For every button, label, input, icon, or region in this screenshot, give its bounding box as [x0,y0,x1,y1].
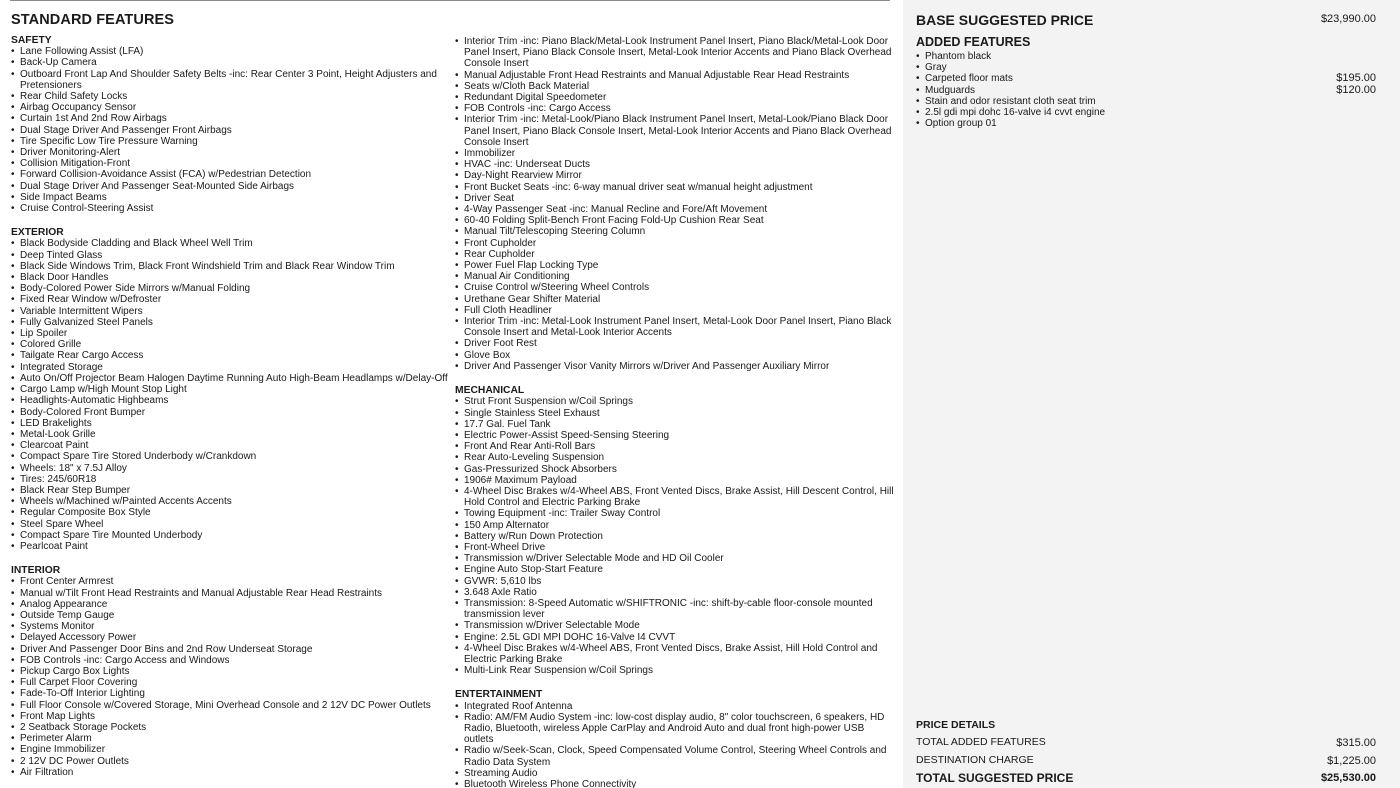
feature-list [11,46,451,214]
feature-item: • Body-Colored Power Side Mirrors w/Manual Folding [11,283,451,294]
feature-list [11,238,451,552]
added-feature-price: $120.00 [1336,83,1376,96]
feature-item: • 3.648 Axle Ratio [455,587,895,598]
feature-item: • 4-Wheel Disc Brakes w/4-Wheel ABS, Front Vented Discs, Brake Assist, Hill Descent Control, Hill Hold Control and Electric Parking Brake [455,486,895,508]
total-added-features-row [916,736,1376,748]
feature-item: • Driver And Passenger Door Bins and 2nd Row Underseat Storage [11,644,451,655]
feature-item: • Day-Night Rearview Mirror [455,170,895,181]
feature-item: • Front Center Armrest [11,576,451,587]
feature-item: • Wheels: 18" x 7.5J Alloy [11,463,451,474]
section-title: MECHANICAL [455,385,525,397]
features-column-right [455,36,895,788]
feature-item: • Front And Rear Anti-Roll Bars [455,441,895,452]
feature-item: • Side Impact Beams [11,192,451,203]
feature-item: • HVAC -inc: Underseat Ducts [455,159,895,170]
feature-item: • Transmission: 8-Speed Automatic w/SHIFTRONIC -inc: shift-by-cable floor-console mounted transmission lever [455,598,895,620]
feature-item: • Transmission w/Driver Selectable Mode and HD Oil Cooler [455,553,895,564]
feature-item: • Manual Tilt/Telescoping Steering Column [455,226,895,237]
feature-item: • Seats w/Cloth Back Material [455,81,895,92]
feature-item: • Driver Monitoring-Alert [11,147,451,158]
feature-item: • Radio: AM/FM Audio System -inc: low-cost display audio, 8" color touchscreen, 6 speakers, HD Radio, Bluetooth, wireless Apple CarPlay and Android Auto and dual front high-power USB outlets [455,712,895,746]
feature-item: • Glove Box [455,350,895,361]
feature-item: • 150 Amp Alternator [455,520,895,531]
total-suggested-price-row [916,771,1376,785]
feature-item: • Collision Mitigation-Front [11,158,451,169]
feature-item: • Delayed Accessory Power [11,632,451,643]
destination-charge-row [916,754,1376,766]
feature-item: • Battery w/Run Down Protection [455,531,895,542]
feature-item: • Regular Composite Box Style [11,507,451,518]
feature-item: • Full Floor Console w/Covered Storage, Mini Overhead Console and 2 12V DC Power Outlets [11,700,451,711]
feature-item: • Manual w/Tilt Front Head Restraints and Manual Adjustable Rear Head Restraints [11,588,451,599]
feature-item: • Front-Wheel Drive [455,542,895,553]
feature-item: • Compact Spare Tire Stored Underbody w/Crankdown [11,451,451,462]
feature-item: • Perimeter Alarm [11,733,451,744]
feature-item: • Driver Foot Rest [455,338,895,349]
added-feature-name: Option group 01 [925,118,997,130]
feature-item: • Front Bucket Seats -inc: 6-way manual driver seat w/manual height adjustment [455,182,895,193]
section-title: ENTERTAINMENT [455,689,543,701]
feature-item: • Black Side Windows Trim, Black Front Windshield Trim and Black Rear Window Trim [11,261,451,272]
feature-item: • Outside Temp Gauge [11,610,451,621]
feature-item: • Manual Adjustable Front Head Restraints and Manual Adjustable Rear Head Restraints [455,70,895,81]
feature-item: • Back-Up Camera [11,57,451,68]
feature-item: • Interior Trim -inc: Metal-Look/Piano Black Instrument Panel Insert, Metal-Look/Piano Black Door Panel Insert, Piano Black Console Insert, Metal-Look Interior Accents and Piano Black Overhead Console Insert [455,114,895,148]
feature-list [455,396,895,676]
feature-list [11,576,451,778]
feature-item: • Towing Equipment -inc: Trailer Sway Control [455,508,895,519]
feature-item: • Steel Spare Wheel [11,519,451,530]
feature-item: • Bluetooth Wireless Phone Connectivity [455,779,895,788]
feature-item: • Fade-To-Off Interior Lighting [11,688,451,699]
added-feature-price: $195.00 [1336,72,1376,85]
feature-item: • Systems Monitor [11,621,451,632]
features-column-left [11,35,451,778]
feature-item: • Rear Cupholder [455,249,895,260]
feature-item: • FOB Controls -inc: Cargo Access [455,103,895,114]
added-feature-name: Gray [925,62,947,74]
feature-item: • Lane Following Assist (LFA) [11,46,451,57]
feature-item: • Metal-Look Grille [11,429,451,440]
feature-item: • Airbag Occupancy Sensor [11,102,451,113]
feature-item: • Dual Stage Driver And Passenger Front Airbags [11,125,451,136]
feature-item: • FOB Controls -inc: Cargo Access and Windows [11,655,451,666]
feature-item: • Lip Spoiler [11,328,451,339]
feature-item: • Pearlcoat Paint [11,541,451,552]
feature-item: • Auto On/Off Projector Beam Halogen Daytime Running Auto High-Beam Headlamps w/Delay-Off [11,373,451,384]
feature-item: • Analog Appearance [11,599,451,610]
feature-item: • Fully Galvanized Steel Panels [11,317,451,328]
base-price-row [916,12,1376,28]
feature-item: • Cruise Control-Steering Assist [11,203,451,214]
feature-item: • Driver And Passenger Visor Vanity Mirrors w/Driver And Passenger Auxiliary Mirror [455,361,895,372]
feature-item: • Transmission w/Driver Selectable Mode [455,620,895,631]
destination-charge-label: DESTINATION CHARGE [916,754,1034,766]
section-title: EXTERIOR [11,227,64,239]
feature-item: • Engine Auto Stop-Start Feature [455,564,895,575]
feature-item: • 17.7 Gal. Fuel Tank [455,419,895,430]
added-feature-name: Mudguards [925,84,976,96]
feature-item: • Electric Power-Assist Speed-Sensing Steering [455,430,895,441]
added-feature-item [916,85,1376,96]
feature-item: • Variable Intermittent Wipers [11,306,451,317]
added-features-title: ADDED FEATURES [916,35,1031,49]
added-feature-item [916,51,1376,62]
feature-item: • Cruise Control w/Steering Wheel Controls [455,282,895,293]
added-feature-item [916,62,1376,73]
feature-item: • Clearcoat Paint [11,440,451,451]
feature-item: • 2 Seatback Storage Pockets [11,722,451,733]
feature-item: • Cargo Lamp w/High Mount Stop Light [11,384,451,395]
feature-item: • Forward Collision-Avoidance Assist (FCA) w/Pedestrian Detection [11,169,451,180]
feature-item: • 1906# Maximum Payload [455,475,895,486]
feature-item: • Interior Trim -inc: Metal-Look Instrument Panel Insert, Metal-Look Door Panel Insert, Piano Black Console Insert and Metal-Look Interior Accents [455,316,895,338]
feature-item: • Driver Seat [455,193,895,204]
feature-item: • Front Map Lights [11,711,451,722]
feature-item: • Front Cupholder [455,238,895,249]
feature-item: • Tailgate Rear Cargo Access [11,350,451,361]
feature-item: • Pickup Cargo Box Lights [11,666,451,677]
feature-item: • Black Bodyside Cladding and Black Wheel Well Trim [11,238,451,249]
total-suggested-price-label: TOTAL SUGGESTED PRICE [916,771,1074,785]
added-feature-item [916,118,1376,129]
total-added-features-label: TOTAL ADDED FEATURES [916,736,1046,748]
base-price-label: BASE SUGGESTED PRICE [916,12,1094,28]
standard-features-title: STANDARD FEATURES [11,12,175,28]
pricing-panel [903,0,1400,788]
base-price-value: $23,990.00 [1320,13,1376,25]
feature-item: • Fixed Rear Window w/Defroster [11,294,451,305]
feature-item: • GVWR: 5,610 lbs [455,576,895,587]
feature-item: • Tire Specific Low Tire Pressure Warning [11,136,451,147]
feature-item: • Immobilizer [455,148,895,159]
feature-item: • Engine Immobilizer [11,744,451,755]
feature-item: • Wheels w/Machined w/Painted Accents Accents [11,496,451,507]
destination-charge-value: $1,225.00 [1327,755,1376,767]
feature-item: • Redundant Digital Speedometer [455,92,895,103]
feature-item: • Strut Front Suspension w/Coil Springs [455,396,895,407]
added-feature-item [916,107,1376,118]
feature-item: • 2 12V DC Power Outlets [11,756,451,767]
total-added-features-value: $315.00 [1336,737,1376,749]
feature-item: • 4-Way Passenger Seat -inc: Manual Recline and Fore/Aft Movement [455,204,895,215]
feature-item: • Compact Spare Tire Mounted Underbody [11,530,451,541]
added-feature-name: Stain and odor resistant cloth seat trim [925,95,1096,107]
price-details-title: PRICE DETAILS [916,719,996,731]
section-title: INTERIOR [11,565,61,577]
feature-item: • Deep Tinted Glass [11,250,451,261]
feature-list [455,36,895,372]
feature-item: • Air Filtration [11,767,451,778]
divider [10,0,890,1]
added-feature-item [916,96,1376,107]
total-suggested-price-value: $25,530.00 [1320,772,1376,784]
feature-item: • Multi-Link Rear Suspension w/Coil Springs [455,665,895,676]
feature-item: • Black Door Handles [11,272,451,283]
section-title: SAFETY [11,35,52,46]
feature-item: • Manual Air Conditioning [455,271,895,282]
feature-item: • Interior Trim -inc: Piano Black/Metal-Look Instrument Panel Insert, Piano Black/Metal-Look Door Panel Insert, Piano Black Console Insert, Metal-Look Interior Accents and Piano Black Overhead Console Insert [455,36,895,70]
added-features-list [916,51,1376,129]
feature-item: • Integrated Roof Antenna [455,701,895,712]
feature-item: • Colored Grille [11,339,451,350]
feature-item: • Single Stainless Steel Exhaust [455,408,895,419]
feature-item: • Rear Auto-Leveling Suspension [455,452,895,463]
feature-item: • Curtain 1st And 2nd Row Airbags [11,113,451,124]
feature-item: • Gas-Pressurized Shock Absorbers [455,464,895,475]
feature-list [455,701,895,788]
feature-item: • Tires: 245/60R18 [11,474,451,485]
feature-item: • Streaming Audio [455,768,895,779]
feature-item: • Outboard Front Lap And Shoulder Safety Belts -inc: Rear Center 3 Point, Height Adjusters and Pretensioners [11,69,451,91]
added-feature-name: Phantom black [925,51,992,62]
feature-item: • Integrated Storage [11,362,451,373]
added-feature-name: 2.5l gdi mpi dohc 16-valve i4 cvvt engine [925,107,1106,119]
feature-item: • Dual Stage Driver And Passenger Seat-Mounted Side Airbags [11,181,451,192]
feature-item: • LED Brakelights [11,418,451,429]
feature-item: • Full Carpet Floor Covering [11,677,451,688]
feature-item: • Urethane Gear Shifter Material [455,294,895,305]
added-feature-item [916,73,1376,84]
feature-item: • Headlights-Automatic Highbeams [11,395,451,406]
feature-item: • Engine: 2.5L GDI MPI DOHC 16-Valve I4 CVVT [455,632,895,643]
feature-item: • Power Fuel Flap Locking Type [455,260,895,271]
feature-item: • 60-40 Folding Split-Bench Front Facing Fold-Up Cushion Rear Seat [455,215,895,226]
feature-item: • Black Rear Step Bumper [11,485,451,496]
feature-item: • Radio w/Seek-Scan, Clock, Speed Compensated Volume Control, Steering Wheel Controls and Radio Data System [455,745,895,767]
feature-item: • Rear Child Safety Locks [11,91,451,102]
added-feature-name: Carpeted floor mats [925,73,1013,85]
feature-item: • Full Cloth Headliner [455,305,895,316]
feature-item: • Body-Colored Front Bumper [11,407,451,418]
feature-item: • 4-Wheel Disc Brakes w/4-Wheel ABS, Front Vented Discs, Brake Assist, Hill Hold Control and Electric Parking Brake [455,643,895,665]
